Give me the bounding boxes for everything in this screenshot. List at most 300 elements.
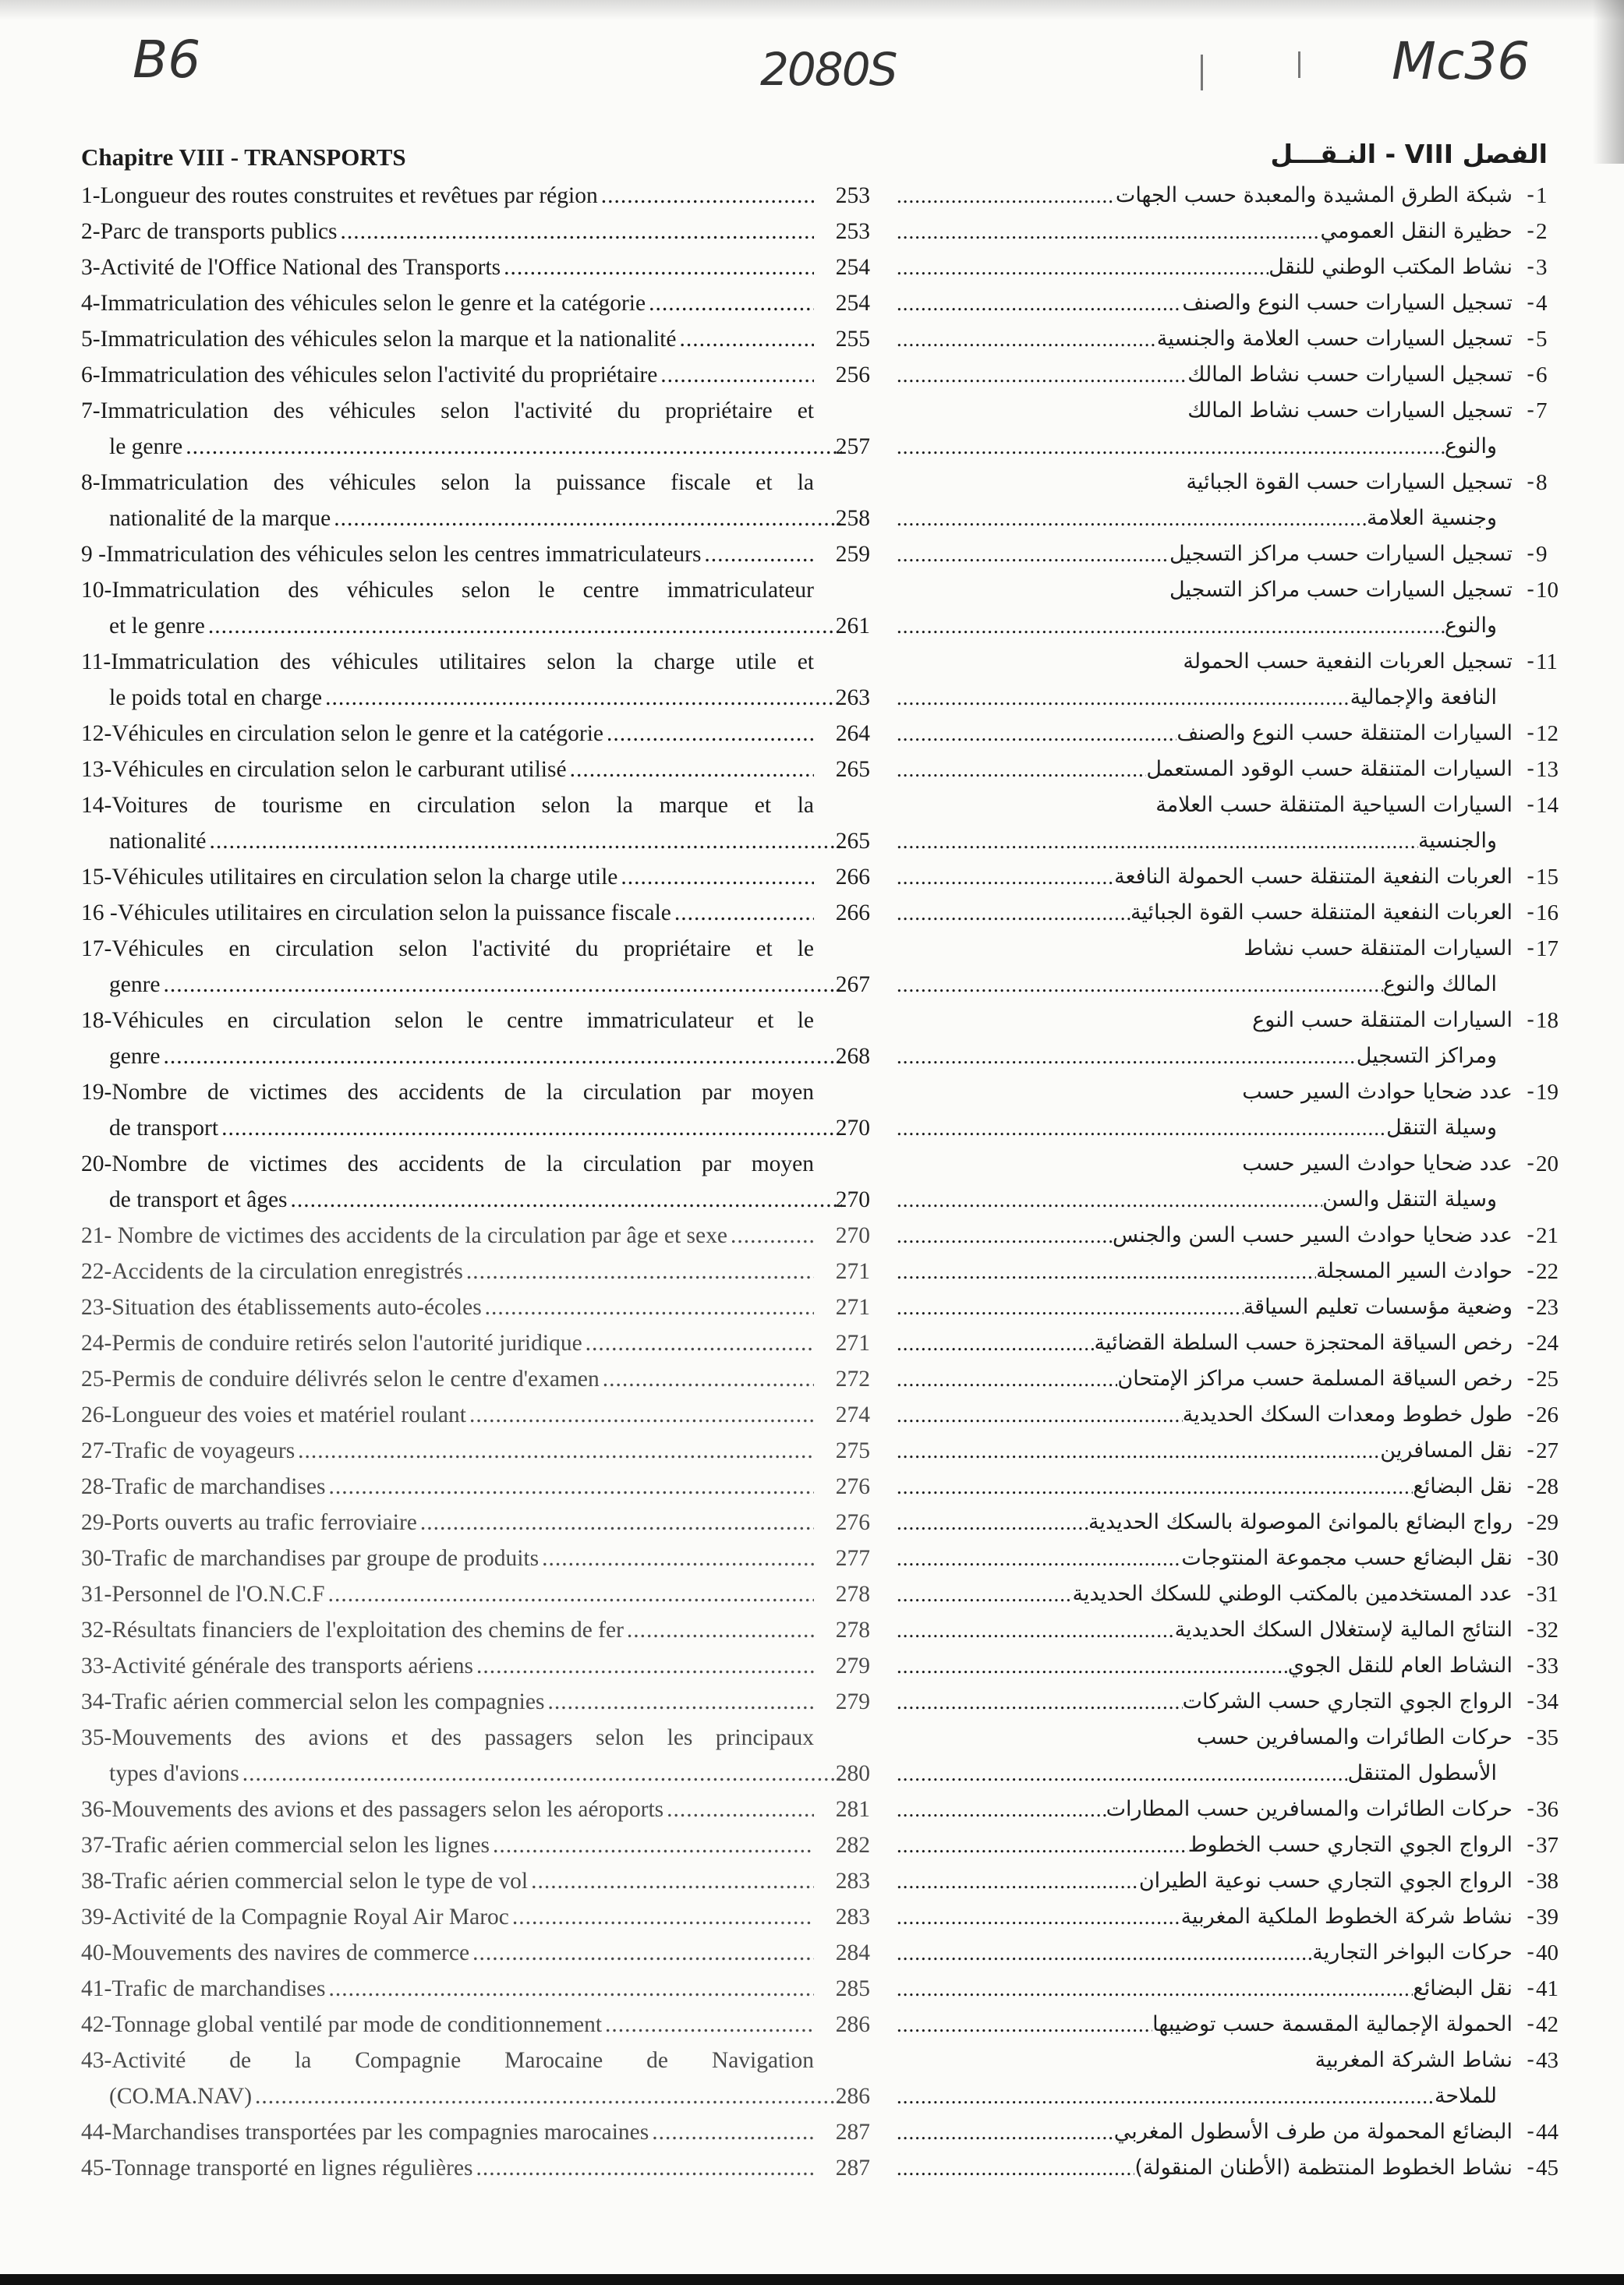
toc-entry-ar bbox=[897, 1827, 1567, 1863]
toc-entry-text: النافعة والإجمالية bbox=[1350, 685, 1497, 709]
toc-entry-fr bbox=[81, 572, 876, 644]
dot-leader bbox=[472, 1935, 814, 1971]
toc-entry-text: 25-Permis de conduire délivrés selon le centre d'examen bbox=[81, 1367, 600, 1392]
toc-entry-text: والنوع bbox=[1445, 434, 1497, 458]
toc-entry-fr bbox=[81, 1003, 876, 1074]
toc-entry-text: 42-Tonnage global ventilé par mode de conditionnement bbox=[81, 2012, 603, 2037]
entry-dash: - bbox=[1527, 1295, 1534, 1319]
toc-entry-text: 29-Ports ouverts au trafic ferroviaire bbox=[81, 1510, 417, 1535]
dot-leader bbox=[897, 1971, 1413, 2007]
dot-leader bbox=[897, 1182, 1322, 1218]
toc-entry-ar bbox=[897, 178, 1567, 214]
entry-number: 10 bbox=[1536, 578, 1559, 603]
dot-leader bbox=[731, 1218, 814, 1254]
toc-entry-ar bbox=[897, 2114, 1567, 2150]
toc-entry-text: 17-Véhicules en circulation selon l'activité du propriétaire et le bbox=[81, 936, 814, 961]
toc-entry-text: 34-Trafic aérien commercial selon les compagnies bbox=[81, 1689, 545, 1714]
toc-entry-text: 24-Permis de conduire retirés selon l'autorité juridique bbox=[81, 1331, 582, 1356]
dot-leader bbox=[328, 1469, 814, 1505]
entry-dash: - bbox=[1527, 219, 1534, 243]
dot-leader bbox=[897, 2114, 1114, 2150]
toc-entry-text: نشاط الخطوط المنتظمة (الأطنان المنقولة) bbox=[1134, 2156, 1513, 2180]
dot-leader bbox=[897, 1540, 1181, 1576]
handwritten-code-left: B6 bbox=[133, 30, 201, 90]
toc-entry-text: de transport bbox=[109, 1116, 219, 1141]
entry-dash: - bbox=[1527, 936, 1534, 960]
toc-entry-fr bbox=[81, 285, 876, 321]
entry-number: 39 bbox=[1536, 1905, 1559, 1930]
entry-dash: - bbox=[1527, 2156, 1534, 2180]
toc-entry-text: النتائج المالية لإستغلال السكك الحديدية bbox=[1174, 1618, 1513, 1642]
toc-entry-ar bbox=[897, 1397, 1567, 1433]
toc-entry-ar bbox=[897, 572, 1567, 644]
entry-number: 6 bbox=[1536, 363, 1548, 387]
toc-entry-text: 1-Longueur des routes construites et revêtues par région bbox=[81, 183, 598, 208]
dot-leader bbox=[512, 1899, 814, 1935]
toc-entry-ar bbox=[897, 1684, 1567, 1720]
dot-leader bbox=[542, 1540, 814, 1576]
entry-number: 25 bbox=[1536, 1367, 1559, 1392]
toc-entry-text: 37-Trafic aérien commercial selon les lignes bbox=[81, 1833, 490, 1858]
toc-entry-fr bbox=[81, 1146, 876, 1218]
dot-leader bbox=[897, 1038, 1357, 1074]
entry-number: 27 bbox=[1536, 1438, 1559, 1463]
page-number: 279 bbox=[835, 1654, 870, 1678]
scan-corner-shadow bbox=[1593, 0, 1624, 164]
dot-leader bbox=[897, 1505, 1088, 1540]
toc-entry-ar bbox=[897, 859, 1567, 895]
toc-entry-text: (CO.MA.NAV) bbox=[109, 2084, 253, 2109]
dot-leader bbox=[328, 1576, 814, 1612]
toc-entry-text: نقل البضائع حسب مجموعة المنتوجات bbox=[1181, 1546, 1513, 1570]
toc-entry-text: 36-Mouvements des avions et des passagers selon les aéroports bbox=[81, 1797, 664, 1822]
dot-leader bbox=[485, 1289, 814, 1325]
toc-entry-fr bbox=[81, 1397, 876, 1433]
dot-leader bbox=[897, 967, 1383, 1003]
toc-entry-fr bbox=[81, 1289, 876, 1325]
toc-entry-fr bbox=[81, 1505, 876, 1540]
toc-entry-text: الرواج الجوي التجاري حسب نوعية الطيران bbox=[1138, 1869, 1513, 1893]
toc-entry-text: رواج البضائع بالموانئ الموصولة بالسكك الحديدية bbox=[1088, 1510, 1513, 1534]
page-number: 268 bbox=[835, 1044, 870, 1069]
toc-entry-text: 6-Immatriculation des véhicules selon l'activité du propriétaire bbox=[81, 363, 658, 387]
toc-entry-ar bbox=[897, 536, 1567, 572]
toc-entry-text: 38-Trafic aérien commercial selon le type de vol bbox=[81, 1869, 529, 1894]
dot-leader bbox=[328, 1971, 814, 2007]
toc-entry-text: 27-Trafic de voyageurs bbox=[81, 1438, 295, 1463]
toc-entry-text: السيارات المتنقلة حسب النوع bbox=[1252, 1008, 1513, 1032]
entry-number: 31 bbox=[1536, 1582, 1559, 1607]
toc-entry-fr bbox=[81, 1899, 876, 1935]
entry-dash: - bbox=[1527, 1367, 1534, 1391]
toc-entry-text: شبكة الطرق المشيدة والمعبدة حسب الجهات bbox=[1115, 183, 1513, 207]
entry-dash: - bbox=[1527, 649, 1534, 674]
toc-list-french bbox=[81, 178, 876, 2186]
dot-leader bbox=[164, 967, 842, 1003]
toc-entry-text: 21- Nombre de victimes des accidents de la circulation par âge et sexe bbox=[81, 1223, 727, 1248]
toc-entry-fr bbox=[81, 1074, 876, 1146]
toc-entry-text: عدد ضحايا حوادث السير حسب bbox=[1242, 1080, 1513, 1104]
toc-entry-text: 14-Voitures de tourisme en circulation selon la marque et la bbox=[81, 793, 814, 818]
toc-entry-text: genre bbox=[109, 972, 161, 997]
scan-bottom-edge bbox=[0, 2274, 1624, 2285]
entry-dash: - bbox=[1527, 1582, 1534, 1606]
dot-leader bbox=[897, 1612, 1175, 1648]
entry-number: 34 bbox=[1536, 1689, 1559, 1714]
toc-entry-text: الرواج الجوي التجاري حسب الشركات bbox=[1182, 1689, 1513, 1714]
toc-entry-fr bbox=[81, 1720, 876, 1792]
dot-leader bbox=[298, 1433, 814, 1469]
toc-entry-fr bbox=[81, 249, 876, 285]
toc-entry-ar bbox=[897, 1899, 1567, 1935]
toc-entry-text: le genre bbox=[109, 434, 183, 459]
toc-entry-text: تسجيل السيارات حسب مراكز التسجيل bbox=[1169, 542, 1513, 566]
toc-entry-ar bbox=[897, 2007, 1567, 2043]
toc-entry-ar bbox=[897, 1540, 1567, 1576]
dot-leader bbox=[420, 1505, 814, 1540]
toc-entry-text: تسجيل السيارات حسب نشاط المالك bbox=[1187, 363, 1513, 387]
entry-number: 19 bbox=[1536, 1080, 1559, 1105]
page-number: 276 bbox=[835, 1474, 870, 1499]
toc-entry-ar bbox=[897, 1433, 1567, 1469]
entry-number: 22 bbox=[1536, 1259, 1559, 1284]
dot-leader bbox=[164, 1038, 842, 1074]
toc-entry-fr bbox=[81, 1827, 876, 1863]
toc-entry-fr bbox=[81, 2114, 876, 2150]
dot-leader bbox=[897, 1935, 1312, 1971]
toc-entry-text: 45-Tonnage transporté en lignes régulières bbox=[81, 2156, 473, 2181]
dot-leader bbox=[476, 2150, 814, 2186]
entry-number: 23 bbox=[1536, 1295, 1559, 1320]
toc-entry-ar bbox=[897, 931, 1567, 1003]
toc-entry-text: والجنسية bbox=[1417, 829, 1497, 853]
entry-dash: - bbox=[1527, 470, 1534, 494]
entry-number: 8 bbox=[1536, 470, 1548, 495]
toc-entry-fr bbox=[81, 1971, 876, 2007]
toc-entry-ar bbox=[897, 465, 1567, 536]
dot-leader bbox=[660, 357, 814, 393]
toc-entry-text: السيارات المتنقلة حسب الوقود المستعمل bbox=[1146, 757, 1513, 781]
dot-leader bbox=[186, 429, 842, 465]
toc-entry-text: رخص السياقة المسلمة حسب مراكز الإمتحان bbox=[1117, 1367, 1513, 1391]
page-number: 286 bbox=[835, 2084, 870, 2109]
toc-entry-text: 11-Immatriculation des véhicules utilitaires selon la charge utile et bbox=[81, 649, 814, 674]
toc-entry-text: 39-Activité de la Compagnie Royal Air Maroc bbox=[81, 1905, 509, 1930]
toc-entry-text: 23-Situation des établissements auto-écoles bbox=[81, 1295, 482, 1320]
entry-dash: - bbox=[1527, 255, 1534, 279]
entry-number: 45 bbox=[1536, 2156, 1559, 2181]
dot-leader bbox=[897, 2150, 1134, 2186]
toc-entry-text: الحمولة الإجمالية المقسمة حسب توضيبها bbox=[1152, 2012, 1513, 2036]
toc-entry-ar bbox=[897, 1971, 1567, 2007]
dot-leader bbox=[897, 249, 1268, 285]
dot-leader bbox=[570, 752, 814, 787]
entry-number: 20 bbox=[1536, 1151, 1559, 1176]
entry-number: 12 bbox=[1536, 721, 1559, 746]
dot-leader bbox=[325, 680, 842, 716]
toc-entry-fr bbox=[81, 2043, 876, 2114]
toc-entry-ar bbox=[897, 1863, 1567, 1899]
toc-entry-text: نشاط المكتب الوطني للنقل bbox=[1268, 255, 1513, 279]
toc-entry-text: حركات الطائرات والمسافرين حسب bbox=[1196, 1725, 1513, 1749]
page-number: 264 bbox=[835, 721, 870, 746]
toc-entry-text: genre bbox=[109, 1044, 161, 1069]
entry-dash: - bbox=[1527, 1833, 1534, 1857]
toc-entry-text: وضعية مؤسسات تعليم السياقة bbox=[1243, 1295, 1513, 1319]
dot-leader bbox=[652, 2114, 814, 2150]
entry-dash: - bbox=[1527, 542, 1534, 566]
entry-dash: - bbox=[1527, 1797, 1534, 1821]
toc-entry-fr bbox=[81, 1433, 876, 1469]
toc-entry-fr bbox=[81, 1361, 876, 1397]
dot-leader bbox=[667, 1792, 814, 1827]
entry-number: 24 bbox=[1536, 1331, 1559, 1356]
entry-number: 13 bbox=[1536, 757, 1559, 782]
dot-leader bbox=[897, 285, 1182, 321]
page-number: 270 bbox=[835, 1116, 870, 1141]
page-number: 265 bbox=[835, 829, 870, 854]
toc-entry-fr bbox=[81, 1254, 876, 1289]
toc-entry-text: طول خطوط ومعدات السكك الحديدية bbox=[1182, 1402, 1513, 1427]
entry-number: 11 bbox=[1536, 649, 1558, 674]
dot-leader bbox=[607, 716, 814, 752]
toc-entry-text: le poids total en charge bbox=[109, 685, 323, 710]
toc-entry-text: تسجيل السيارات حسب نشاط المالك bbox=[1187, 398, 1513, 423]
toc-entry-ar bbox=[897, 1146, 1567, 1218]
entry-dash: - bbox=[1527, 327, 1534, 351]
toc-entry-ar bbox=[897, 1254, 1567, 1289]
toc-entry-text: تسجيل السيارات حسب النوع والصنف bbox=[1182, 291, 1513, 315]
toc-entry-ar bbox=[897, 716, 1567, 752]
entry-number: 33 bbox=[1536, 1654, 1559, 1678]
entry-number: 18 bbox=[1536, 1008, 1559, 1033]
toc-entry-fr bbox=[81, 752, 876, 787]
dot-leader bbox=[897, 823, 1418, 859]
page-number: 256 bbox=[835, 363, 870, 387]
entry-dash: - bbox=[1527, 1618, 1534, 1642]
page-number: 261 bbox=[835, 614, 870, 638]
page-number: 255 bbox=[835, 327, 870, 352]
entry-number: 41 bbox=[1536, 1976, 1559, 2001]
entry-dash: - bbox=[1527, 398, 1534, 423]
toc-entry-text: رخص السياقة المحتجزة حسب السلطة القضائية bbox=[1094, 1331, 1513, 1355]
entry-dash: - bbox=[1527, 1976, 1534, 2000]
dot-leader bbox=[897, 716, 1176, 752]
entry-dash: - bbox=[1527, 1654, 1534, 1678]
page-number: 271 bbox=[835, 1259, 870, 1284]
toc-entry-fr bbox=[81, 1684, 876, 1720]
toc-entry-ar bbox=[897, 285, 1567, 321]
entry-dash: - bbox=[1527, 1080, 1534, 1104]
dot-leader bbox=[466, 1254, 814, 1289]
dot-leader bbox=[291, 1182, 842, 1218]
dot-leader bbox=[897, 1325, 1094, 1361]
entry-number: 28 bbox=[1536, 1474, 1559, 1499]
entry-dash: - bbox=[1527, 578, 1534, 602]
toc-entry-text: 5-Immatriculation des véhicules selon la marque et la nationalité bbox=[81, 327, 677, 352]
toc-entry-fr bbox=[81, 1935, 876, 1971]
entry-dash: - bbox=[1527, 721, 1534, 745]
dot-leader bbox=[897, 2007, 1152, 2043]
page-number: 265 bbox=[835, 757, 870, 782]
toc-entry-ar bbox=[897, 214, 1567, 249]
toc-entry-text: حوادث السير المسجلة bbox=[1316, 1259, 1513, 1283]
page-number: 258 bbox=[835, 506, 870, 531]
toc-entry-text: 18-Véhicules en circulation selon le centre immatriculateur et le bbox=[81, 1008, 814, 1033]
dot-leader bbox=[897, 1361, 1117, 1397]
page-number: 272 bbox=[835, 1367, 870, 1392]
toc-entry-text: types d'avions bbox=[109, 1761, 239, 1786]
toc-entry-fr bbox=[81, 1218, 876, 1254]
dot-leader bbox=[897, 895, 1130, 931]
dot-leader bbox=[531, 1863, 814, 1899]
toc-entry-text: حركات الطائرات والمسافرين حسب المطارات bbox=[1106, 1797, 1513, 1821]
page-number: 282 bbox=[835, 1833, 870, 1858]
toc-entry-text: عدد ضحايا حوادث السير حسب bbox=[1242, 1151, 1513, 1176]
toc-entry-fr bbox=[81, 787, 876, 859]
entry-number: 2 bbox=[1536, 219, 1548, 244]
toc-entry-text: 3-Activité de l'Office National des Transports bbox=[81, 255, 501, 280]
entry-number: 17 bbox=[1536, 936, 1559, 961]
dot-leader bbox=[897, 1289, 1244, 1325]
page-number: 278 bbox=[835, 1582, 870, 1607]
entry-number: 15 bbox=[1536, 865, 1559, 890]
dot-leader bbox=[493, 1827, 814, 1863]
entry-number: 16 bbox=[1536, 900, 1559, 925]
page-number: 266 bbox=[835, 865, 870, 890]
entry-dash: - bbox=[1527, 363, 1534, 387]
toc-entry-text: وسيلة التنقل bbox=[1386, 1116, 1497, 1140]
page-number: 254 bbox=[835, 255, 870, 280]
entry-dash: - bbox=[1527, 1474, 1534, 1498]
toc-entry-ar bbox=[897, 1505, 1567, 1540]
dot-leader bbox=[897, 752, 1146, 787]
dot-leader bbox=[504, 249, 814, 285]
toc-entry-text: العربات النفعية المتنقلة حسب القوة الجبائية bbox=[1130, 900, 1513, 925]
toc-entry-text: nationalité de la marque bbox=[109, 506, 331, 531]
entry-number: 38 bbox=[1536, 1869, 1559, 1894]
toc-entry-text: 2-Parc de transports publics bbox=[81, 219, 338, 244]
toc-entry-text: 41-Trafic de marchandises bbox=[81, 1976, 326, 2001]
toc-entry-text: 28-Trafic de marchandises bbox=[81, 1474, 326, 1499]
toc-entry-ar bbox=[897, 752, 1567, 787]
toc-entry-text: 9 -Immatriculation des véhicules selon les centres immatriculateurs bbox=[81, 542, 702, 567]
dot-leader bbox=[897, 1792, 1106, 1827]
chapter-title-arabic: الفصل VIII - النـقـــل bbox=[1270, 139, 1548, 169]
scan-edge-shadow bbox=[0, 0, 1624, 20]
page-number: 283 bbox=[835, 1905, 870, 1930]
toc-entry-fr bbox=[81, 357, 876, 393]
toc-entry-ar bbox=[897, 357, 1567, 393]
dot-leader bbox=[341, 214, 814, 249]
entry-number: 43 bbox=[1536, 2048, 1559, 2073]
toc-entry-ar bbox=[897, 1792, 1567, 1827]
toc-entry-text: السيارات السياحية المتنقلة حسب العلامة bbox=[1155, 793, 1513, 817]
pencil-mark bbox=[1298, 51, 1300, 78]
dot-leader bbox=[603, 1361, 814, 1397]
dot-leader bbox=[897, 536, 1169, 572]
dot-leader bbox=[897, 680, 1350, 716]
toc-entry-text: عدد ضحايا حوادث السير حسب السن والجنس bbox=[1113, 1223, 1513, 1247]
toc-entry-text: نشاط شركة الخطوط الملكية المغربية bbox=[1180, 1905, 1513, 1929]
entry-dash: - bbox=[1527, 1331, 1534, 1355]
toc-entry-text: السيارات المتنقلة حسب نشاط bbox=[1244, 936, 1513, 960]
dot-leader bbox=[897, 859, 1114, 895]
toc-entry-text: المالك والنوع bbox=[1382, 972, 1497, 996]
toc-entry-text: الأسطول المتنقل bbox=[1347, 1761, 1497, 1785]
toc-entry-text: والنوع bbox=[1445, 614, 1497, 638]
toc-entry-text: 13-Véhicules en circulation selon le carburant utilisé bbox=[81, 757, 567, 782]
toc-entry-ar bbox=[897, 249, 1567, 285]
entry-dash: - bbox=[1527, 1689, 1534, 1714]
toc-entry-text: حظيرة النقل العمومي bbox=[1320, 219, 1513, 243]
toc-entry-text: 33-Activité générale des transports aériens bbox=[81, 1654, 473, 1678]
toc-entry-ar bbox=[897, 1325, 1567, 1361]
toc-entry-fr bbox=[81, 536, 876, 572]
entry-dash: - bbox=[1527, 757, 1534, 781]
toc-entry-fr bbox=[81, 1469, 876, 1505]
toc-entry-text: نشاط الشركة المغربية bbox=[1314, 2048, 1513, 2072]
toc-entry-ar bbox=[897, 1576, 1567, 1612]
toc-entry-text: وجنسية العلامة bbox=[1367, 506, 1497, 530]
entry-dash: - bbox=[1527, 1869, 1534, 1893]
toc-entry-text: 40-Mouvements des navires de commerce bbox=[81, 1940, 470, 1965]
toc-entry-ar bbox=[897, 1648, 1567, 1684]
toc-entry-fr bbox=[81, 214, 876, 249]
toc-entry-text: البضائع المحمولة من طرف الأسطول المغربي bbox=[1113, 2120, 1513, 2144]
toc-entry-text: حركات البواخر التجارية bbox=[1312, 1940, 1513, 1965]
entry-number: 21 bbox=[1536, 1223, 1559, 1248]
entry-dash: - bbox=[1527, 1402, 1534, 1427]
toc-entry-fr bbox=[81, 1612, 876, 1648]
dot-leader bbox=[627, 1612, 814, 1648]
toc-entry-fr bbox=[81, 931, 876, 1003]
toc-entry-text: 31-Personnel de l'O.N.C.F bbox=[81, 1582, 325, 1607]
page-number: 267 bbox=[835, 972, 870, 997]
dot-leader bbox=[255, 2078, 842, 2114]
toc-entry-text: 16 -Véhicules utilitaires en circulation selon la puissance fiscale bbox=[81, 900, 671, 925]
dot-leader bbox=[605, 2007, 814, 2043]
dot-leader bbox=[897, 1254, 1316, 1289]
entry-number: 37 bbox=[1536, 1833, 1559, 1858]
page-number: 285 bbox=[835, 1976, 870, 2001]
dot-leader bbox=[897, 1863, 1139, 1899]
dot-leader bbox=[601, 178, 814, 214]
toc-entry-fr bbox=[81, 716, 876, 752]
dot-leader bbox=[897, 1218, 1113, 1254]
toc-entry-ar bbox=[897, 1074, 1567, 1146]
page-number: 287 bbox=[835, 2156, 870, 2181]
toc-entry-fr bbox=[81, 1792, 876, 1827]
page-number: 277 bbox=[835, 1546, 870, 1571]
entry-dash: - bbox=[1527, 1546, 1534, 1570]
toc-entry-text: de transport et âges bbox=[109, 1187, 288, 1212]
entry-dash: - bbox=[1527, 1008, 1534, 1032]
dot-leader bbox=[649, 285, 814, 321]
entry-dash: - bbox=[1527, 900, 1534, 925]
toc-entry-text: 44-Marchandises transportées par les compagnies marocaines bbox=[81, 2120, 649, 2145]
page-number: 266 bbox=[835, 900, 870, 925]
entry-number: 14 bbox=[1536, 793, 1559, 818]
toc-entry-text: وسيلة التنقل والسن bbox=[1322, 1187, 1497, 1211]
page-number: 279 bbox=[835, 1689, 870, 1714]
toc-entry-text: تسجيل السيارات حسب مراكز التسجيل bbox=[1169, 578, 1513, 602]
toc-entry-text: 20-Nombre de victimes des accidents de la circulation par moyen bbox=[81, 1151, 814, 1176]
entry-number: 42 bbox=[1536, 2012, 1559, 2037]
toc-entry-text: نقل البضائع bbox=[1413, 1474, 1513, 1498]
dot-leader bbox=[897, 1110, 1386, 1146]
dot-leader bbox=[242, 1756, 842, 1792]
